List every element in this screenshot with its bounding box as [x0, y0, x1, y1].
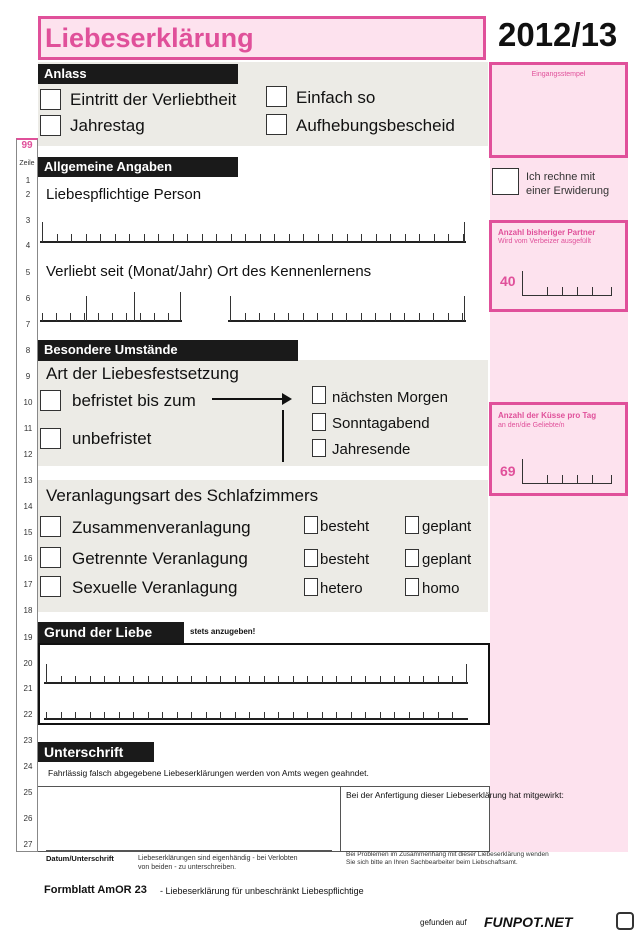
field-tick [75, 712, 76, 719]
site-logo: FUNPOT.NET [484, 914, 573, 930]
line-number: 13 [23, 476, 33, 485]
field-tick [220, 712, 221, 719]
field-tick [104, 676, 105, 683]
field-tick [42, 313, 43, 321]
field-tick [409, 712, 410, 719]
besteht1-label: besteht [320, 518, 370, 535]
kisses-code: 69 [500, 463, 516, 479]
homo-checkbox[interactable] [405, 578, 419, 596]
besondere-header: Besondere Umstände [38, 340, 298, 361]
credit-text: gefunden auf [420, 918, 467, 927]
eintritt-label: Eintritt der Verliebtheit [70, 90, 237, 109]
field-tick [365, 712, 366, 719]
allgemeine-header: Allgemeine Angaben [38, 157, 238, 177]
field-tick [318, 234, 319, 242]
field-tick [452, 676, 453, 683]
grund-note: stets anzugeben! [190, 627, 256, 636]
field-tick [448, 313, 449, 321]
field-tick [206, 712, 207, 719]
field-tick [278, 712, 279, 719]
field-tick [148, 676, 149, 683]
form-description: - Liebeserklärung für unbeschränkt Liebespflichtige [160, 886, 364, 896]
jahrestag-checkbox[interactable] [40, 115, 61, 136]
field-tick [133, 676, 134, 683]
field-tick [249, 712, 250, 719]
line-number: 12 [23, 450, 33, 459]
hetero-checkbox[interactable] [304, 578, 318, 596]
field-tick [448, 234, 449, 242]
partner-code: 40 [500, 273, 516, 289]
field-tick [288, 313, 289, 321]
field-tick [438, 676, 439, 683]
field-tick [86, 296, 87, 321]
erwiderung-label-1: Ich rechne mit [526, 171, 596, 183]
sonntag-checkbox[interactable] [312, 413, 326, 431]
kisses-box [489, 402, 628, 496]
verliebt-label: Verliebt seit (Monat/Jahr) Ort des Kennenlernens [46, 263, 372, 280]
sexuell-checkbox[interactable] [40, 576, 61, 597]
besteht2-label: besteht [320, 551, 370, 568]
line-number: 21 [23, 684, 33, 693]
field-tick [464, 222, 465, 242]
field-tick [235, 712, 236, 719]
bracket-line [282, 410, 284, 462]
morgen-checkbox[interactable] [312, 386, 326, 404]
line-number: 5 [25, 268, 31, 277]
getrennt-label: Getrennte Veranlagung [72, 549, 248, 568]
title-box [38, 16, 486, 60]
arrow-icon [210, 390, 294, 408]
mitgewirkt-label: Bei der Anfertigung dieser Liebeserklärung hat mitgewirkt: [346, 790, 564, 800]
field-tick [154, 313, 155, 321]
sonntag-label: Sonntagabend [332, 415, 430, 432]
aufhebung-label: Aufhebungsbescheid [296, 116, 455, 135]
field-tick [423, 676, 424, 683]
sign-note-2: von beiden - zu unterschreiben. [138, 864, 237, 871]
schlafzimmer-label: Veranlagungsart des Schlafzimmers [46, 486, 319, 505]
geplant1-label: geplant [422, 518, 472, 535]
hetero-label: hetero [320, 580, 363, 597]
field-tick [70, 313, 71, 321]
art-label: Art der Liebesfestsetzung [46, 364, 239, 383]
field-tick [260, 234, 261, 242]
aufhebung-checkbox[interactable] [266, 114, 287, 135]
line-number: 15 [23, 528, 33, 537]
einfach-checkbox[interactable] [266, 86, 287, 107]
line-number: 16 [23, 554, 33, 563]
field-tick [361, 313, 362, 321]
line-number: 26 [23, 814, 33, 823]
sexuell-label: Sexuelle Veranlagung [72, 578, 238, 597]
field-tick [100, 234, 101, 242]
line-number: 22 [23, 710, 33, 719]
field-tick [202, 234, 203, 242]
field-tick [140, 313, 141, 321]
field-tick [380, 712, 381, 719]
field-tick [466, 664, 467, 683]
field-tick [104, 712, 105, 719]
line-number: 2 [25, 190, 31, 199]
mascot-icon [616, 912, 634, 930]
field-tick [216, 234, 217, 242]
line-number: 3 [25, 216, 31, 225]
field-tick [351, 676, 352, 683]
field-tick [390, 313, 391, 321]
datum-label: Datum/Unterschrift [46, 854, 114, 863]
field-tick [409, 676, 410, 683]
field-tick [336, 712, 337, 719]
erwiderung-checkbox[interactable] [492, 168, 519, 195]
field-tick [264, 712, 265, 719]
line-number: 23 [23, 736, 33, 745]
field-tick [419, 313, 420, 321]
field-tick [249, 676, 250, 683]
field-tick [112, 313, 113, 321]
partner-subtitle: Wird vom Verbeizer ausgefüllt [498, 238, 591, 245]
befristet-checkbox[interactable] [40, 390, 61, 411]
field-tick [303, 313, 304, 321]
person-field[interactable] [40, 241, 466, 243]
field-tick [322, 676, 323, 683]
field-tick [376, 234, 377, 242]
field-tick [423, 712, 424, 719]
jahresende-label: Jahresende [332, 441, 411, 458]
field-tick [90, 676, 91, 683]
line-number: 18 [23, 606, 33, 615]
field-tick [148, 712, 149, 719]
field-tick [351, 712, 352, 719]
field-tick [129, 234, 130, 242]
homo-label: homo [422, 580, 460, 597]
field-tick [332, 313, 333, 321]
field-tick [206, 676, 207, 683]
form-year: 2012/13 [498, 16, 618, 53]
zusammen-checkbox[interactable] [40, 516, 61, 537]
field-tick [259, 313, 260, 321]
field-tick [293, 676, 294, 683]
partner-title: Anzahl bisheriger Partner [498, 228, 596, 237]
field-tick [177, 712, 178, 719]
warning-text: Fahrlässig falsch abgegebene Liebeserklärungen werden von Amts wegen geahndet. [48, 768, 369, 778]
line-number: 6 [25, 294, 31, 303]
jahresende-checkbox[interactable] [312, 439, 326, 457]
field-tick [177, 676, 178, 683]
anlass-header: Anlass [38, 64, 238, 84]
field-tick [71, 234, 72, 242]
field-tick [332, 234, 333, 242]
geplant1-checkbox[interactable] [405, 516, 419, 534]
besteht1-checkbox[interactable] [304, 516, 318, 534]
problem-note-1: Bei Problemen im Zusammenhang mit dieser Liebeserklärung wenden [346, 851, 549, 858]
field-tick [144, 234, 145, 242]
field-tick [274, 234, 275, 242]
field-tick [380, 676, 381, 683]
kisses-subtitle: an den/die Geliebte/n [498, 422, 565, 429]
besteht2-checkbox[interactable] [304, 549, 318, 567]
margin-code: 99 [21, 140, 33, 151]
field-tick [245, 234, 246, 242]
field-tick [180, 292, 181, 321]
field-tick [375, 313, 376, 321]
field-tick [57, 234, 58, 242]
field-tick [365, 676, 366, 683]
field-tick [317, 313, 318, 321]
line-number: 27 [23, 840, 33, 849]
field-tick [307, 676, 308, 683]
line-number: 25 [23, 788, 33, 797]
field-tick [235, 676, 236, 683]
line-number: 9 [25, 372, 31, 381]
field-tick [336, 676, 337, 683]
field-tick [231, 234, 232, 242]
stamp-label: Eingangsstempel [531, 71, 586, 78]
line-number: 20 [23, 659, 33, 668]
field-tick [173, 234, 174, 242]
unbefristet-checkbox[interactable] [40, 428, 61, 449]
field-tick [293, 712, 294, 719]
field-tick [191, 712, 192, 719]
field-tick [394, 712, 395, 719]
stamp-box [489, 62, 628, 158]
field-tick [394, 676, 395, 683]
field-tick [419, 234, 420, 242]
line-number: 19 [23, 633, 33, 642]
line-number: 17 [23, 580, 33, 589]
line-number: 1 [25, 176, 31, 185]
field-tick [361, 234, 362, 242]
line-number: 8 [25, 346, 31, 355]
kisses-title: Anzahl der Küsse pro Tag [498, 411, 597, 420]
field-tick [434, 234, 435, 242]
field-tick [438, 712, 439, 719]
field-tick [390, 234, 391, 242]
field-tick [347, 234, 348, 242]
line-number: 4 [25, 241, 31, 250]
erwiderung-label-2: einer Erwiderung [526, 185, 610, 197]
field-tick [46, 664, 47, 683]
line-number: 14 [23, 502, 33, 511]
field-tick [126, 313, 127, 321]
field-tick [162, 712, 163, 719]
field-tick [274, 313, 275, 321]
eintritt-checkbox[interactable] [40, 89, 61, 110]
field-tick [61, 712, 62, 719]
field-tick [119, 712, 120, 719]
line-number: 7 [25, 320, 31, 329]
befristet-label: befristet bis zum [72, 391, 196, 410]
field-tick [158, 234, 159, 242]
field-tick [307, 712, 308, 719]
sign-note-1: Liebeserklärungen sind eigenhändig - bei Verlobten [138, 855, 298, 862]
morgen-label: nächsten Morgen [332, 389, 448, 406]
field-tick [289, 234, 290, 242]
field-tick [404, 313, 405, 321]
field-tick [245, 313, 246, 321]
unterschrift-header: Unterschrift [38, 742, 154, 762]
field-tick [230, 296, 231, 321]
geplant2-checkbox[interactable] [405, 549, 419, 567]
field-tick [61, 676, 62, 683]
field-tick [220, 676, 221, 683]
line-number: 10 [23, 398, 33, 407]
field-tick [452, 712, 453, 719]
field-tick [56, 313, 57, 321]
getrennt-checkbox[interactable] [40, 547, 61, 568]
field-tick [346, 313, 347, 321]
form-id: Formblatt AmOR 23 [44, 884, 147, 896]
field-tick [75, 676, 76, 683]
person-label: Liebespflichtige Person [46, 186, 202, 203]
field-tick [405, 234, 406, 242]
field-tick [119, 676, 120, 683]
line-number: 24 [23, 762, 33, 771]
geplant2-label: geplant [422, 551, 472, 568]
field-tick [322, 712, 323, 719]
field-tick [42, 222, 43, 242]
field-tick [464, 296, 465, 321]
field-tick [162, 676, 163, 683]
einfach-label: Einfach so [296, 88, 376, 107]
problem-note-2: Sie sich bitte an Ihren Sachbearbeiter beim Liebschaftsamt. [346, 859, 518, 866]
jahrestag-label: Jahrestag [70, 116, 145, 135]
field-tick [134, 292, 135, 321]
margin-zeile: Zeile [19, 160, 35, 167]
page-title: Liebeserklärung [45, 23, 254, 53]
field-tick [191, 676, 192, 683]
field-tick [433, 313, 434, 321]
field-tick [98, 313, 99, 321]
field-tick [278, 676, 279, 683]
partner-box [489, 220, 628, 312]
field-tick [133, 712, 134, 719]
field-tick [303, 234, 304, 242]
zusammen-label: Zusammenveranlagung [72, 518, 251, 537]
field-tick [46, 712, 47, 719]
grund-header: Grund der Liebe [38, 622, 184, 644]
unbefristet-label: unbefristet [72, 429, 152, 448]
datum-line[interactable] [46, 850, 332, 851]
field-tick [86, 234, 87, 242]
field-tick [115, 234, 116, 242]
line-number: 11 [23, 424, 33, 433]
verliebt-date-field[interactable] [40, 320, 182, 322]
field-tick [90, 712, 91, 719]
field-tick [168, 313, 169, 321]
field-tick [264, 676, 265, 683]
field-tick [187, 234, 188, 242]
